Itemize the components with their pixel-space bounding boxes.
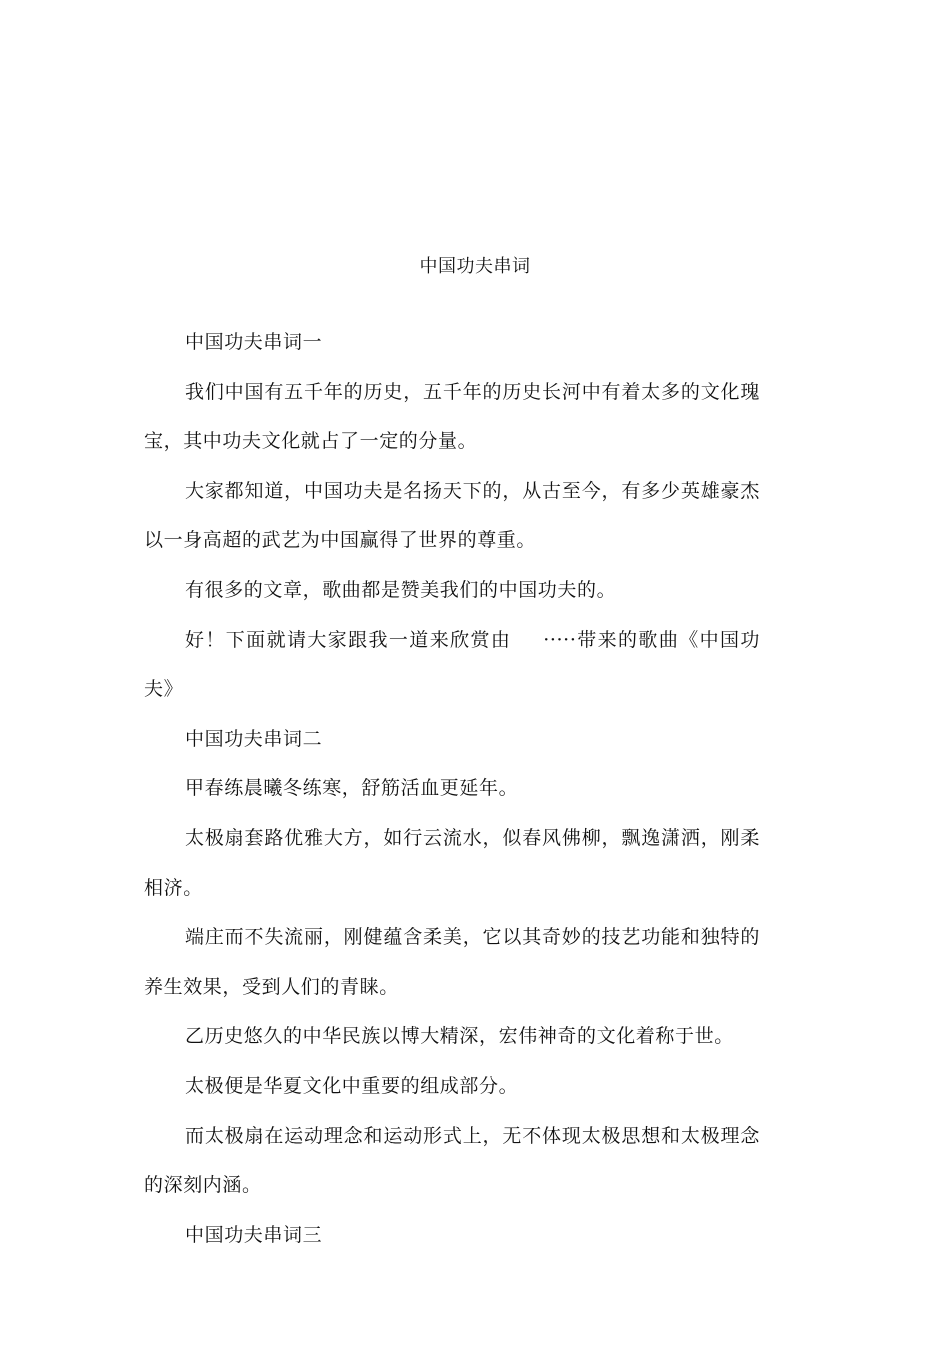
section-heading-3: 中国功夫串词三 bbox=[185, 1223, 323, 1246]
paragraph: 有很多的文章，歌曲都是赞美我们的中国功夫的。 bbox=[185, 578, 617, 601]
paragraph: 我们中国有五千年的历史，五千年的历史长河中有着太多的文化瑰宝，其中功夫文化就占了一定的分量。 bbox=[144, 380, 760, 453]
section-heading-1: 中国功夫串词一 bbox=[185, 331, 323, 353]
document-title: 中国功夫串词 bbox=[419, 256, 531, 277]
paragraph: 而太极扇在运动理念和运动形式上，无不体现太极思想和太极理念的深刻内涵。 bbox=[144, 1124, 760, 1197]
paragraph: 端庄而不失流丽，刚健蕴含柔美，它以其奇妙的技艺功能和独特的养生效果，受到人们的青睐。 bbox=[144, 926, 760, 998]
paragraph: 甲春练晨曦冬练寒，舒筋活血更延年。 bbox=[185, 777, 519, 800]
intro-line bbox=[144, 616, 760, 715]
document-body bbox=[144, 318, 760, 1260]
paragraph: 乙历史悠久的中华民族以博大精深，宏伟神奇的文化着称于世。 bbox=[185, 1025, 734, 1048]
paragraph: 太极扇套路优雅大方，如行云流水，似春风佛柳，飘逸潇洒，刚柔相济。 bbox=[144, 826, 760, 899]
section-heading-2: 中国功夫串词二 bbox=[185, 727, 323, 750]
paragraph: 大家都知道，中国功夫是名扬天下的，从古至今，有多少英雄豪杰以一身高超的武艺为中国赢得了世界的尊重。 bbox=[144, 479, 760, 552]
intro-line-before: 好！下面就请大家跟我一道来欣赏由 bbox=[185, 628, 512, 651]
paragraph: 太极便是华夏文化中重要的组成部分。 bbox=[185, 1074, 519, 1097]
intro-line-after: ·····带来的歌曲《中国功夫》 bbox=[144, 628, 760, 701]
